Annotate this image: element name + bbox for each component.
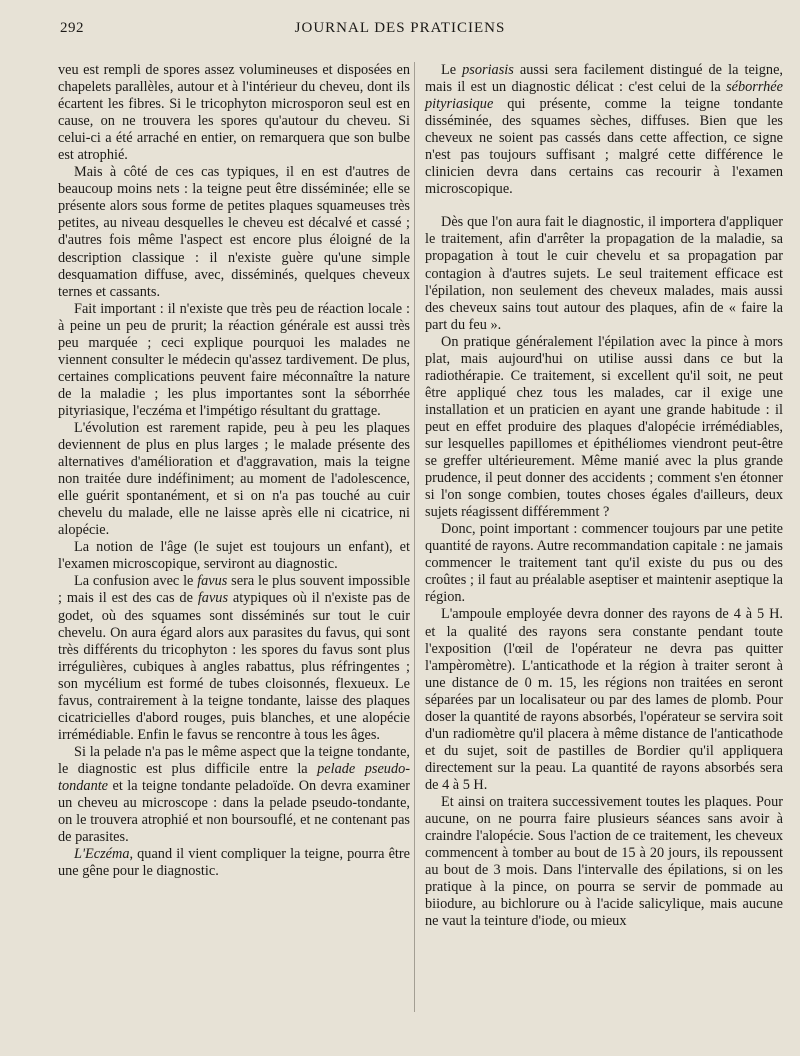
right-paragraph-4: Donc, point important : commencer toujours par une petite quantité de rayons. Autre recommandation capitale : ne jamais commencer le traitement tant qu'il existe du pus ou des croûtes ; il faut au préalable aseptiser et maintenir aseptique la région. bbox=[425, 521, 783, 606]
text-run: aussi sera facilement distingué de la teigne, mais il est un diagnostic délicat : c'est celui de la bbox=[425, 62, 783, 96]
right-paragraph-1 bbox=[425, 62, 783, 198]
text-run: qui présente, comme la teigne tondante disséminée, des squames sèches, diffuses. Bien que les cheveux ne soient pas cassés dans cette affection, ce signe n'est pas toujours suffisant ; malgré cette différence le clinicien devra dans certains cas recourir à l'examen microscopique. bbox=[425, 96, 783, 198]
running-head: JOURNAL DES PRATICIENS bbox=[294, 20, 506, 36]
text-run: et la teigne tondante peladoïde. On devra examiner un cheveu au microscope : dans la pelade pseudo-tondante, on le trouvera atrophié et non boursouflé, et ne contenant pas de parasites. bbox=[58, 777, 410, 846]
italic-term: psoriasis bbox=[462, 62, 514, 78]
left-paragraph-8 bbox=[58, 846, 410, 880]
text-run: atypiques où il n'existe pas de godet, où des squames sont disséminés sur tout le cuir chevelu. On aura égard alors aux parasites du favus, qui sont très différents du tricophyton : les spores du favus sont plus irrégulières, cubiques à angles rabattus, plus réfringentes ; son mycélium est formé de tubes cloisonnés, flexueux. Le favus, contrairement à la teigne tondante, laisse des plaques cicatricielles d'abord rouges, puis blanches, et une alopécie irrémédiable. Enfin le favus se rencontre à tous les âges. bbox=[58, 590, 410, 743]
italic-term: favus bbox=[197, 590, 229, 607]
italic-term: pelade pseudo-tondante bbox=[58, 760, 411, 794]
left-paragraph-5: La notion de l'âge (le sujet est toujours un enfant), et l'examen microscopique, serviront au diagnostic. bbox=[58, 539, 410, 573]
right-paragraph-2: Dès que l'on aura fait le diagnostic, il importera d'appliquer le traitement, afin d'arrêter la propagation de la maladie, sa propagation à tout le cuir chevelu et sa propagation par contagion à d'autres sujets. Le seul traitement efficace est l'épilation, non seulement des cheveux malades, mais aussi des cheveux sains tout autour des plaques, afin de « faire la part du feu ». bbox=[425, 214, 783, 333]
column-divider bbox=[414, 62, 415, 1012]
text-run: sera le plus souvent impossible ; mais il est des cas de bbox=[58, 573, 410, 607]
left-paragraph-7 bbox=[58, 744, 410, 846]
page-number: 292 bbox=[60, 20, 84, 36]
page-header bbox=[0, 20, 800, 44]
left-paragraph-2: Mais à côté de ces cas typiques, il en est d'autres de beaucoup moins nets : la teigne peut être disséminée; elle se présente alors sous forme de petites plaques squameuses très petites, au niveau desquelles le cheveu est décalvé et cassé ; d'autres fois même l'aspect est encore plus éloigné de la description classique : il n'existe guère qu'une simple desquamation diffuse, avec, disséminés, quelques cheveux ternes et cassants. bbox=[58, 164, 410, 300]
right-paragraph-3: On pratique généralement l'épilation avec la pince à mors plat, mais aujourd'hui on utilise aussi dans ce but la radiothérapie. Ce traitement, si excellent qu'il soit, ne peut être appliqué chez tous les malades, car il exige une installation et un praticien en ayant une grande habitude : il peut en effet produire des plaques d'alopécie irrémédiables, sur lesquelles papillomes et épithéliomes viendront peut-être se greffer ultérieurement. Même manié avec la plus grande prudence, il peut donner des accidents ; comment s'en étonner si l'on songe combien, toutes choses égales d'ailleurs, deux sujets réagissent différemment ? bbox=[425, 333, 783, 521]
left-paragraph-6 bbox=[58, 573, 410, 743]
left-paragraph-1: veu est rempli de spores assez volumineuses et disposées en chapelets parallèles, autour et à l'intérieur du cheveu, dont ils écartent les fibres. Si le tricophyton microsporon seul est en cause, on ne trouvera les spores qu'autour du cheveu. Si celui-ci a été arraché en entier, on remarquera que son bulbe est atrophié. bbox=[58, 62, 410, 164]
italic-term: favus bbox=[197, 573, 228, 590]
left-paragraph-4: L'évolution est rarement rapide, peu à peu les plaques deviennent de plus en plus larges ; le malade présente des alternatives d'amélioration et d'aggravation, mais la teigne non traitée dure indéfiniment; au moment de l'adolescence, elle guérit spontanément, et si on n'a pas touché au cuir chevelu du malade, elle ne laisse après elle ni cicatrice, ni alopécie. bbox=[58, 419, 410, 539]
left-column bbox=[58, 62, 410, 880]
right-paragraph-6: Et ainsi on traitera successivement toutes les plaques. Pour aucune, on ne pourra faire plusieurs séances sans avoir à craindre l'alopécie. Sous l'action de ce traitement, les cheveux commencent à tomber au bout de 15 à 20 jours, ils repoussent au bout de 3 mois. Dans l'intervalle des épilations, si on les pratique à la pince, on pourra se servir de pommade au biiodure, au bichlorure ou à l'acide salicylique, mais aucune ne vaut la teinture d'iode, ou mieux bbox=[425, 793, 783, 930]
left-paragraph-3: Fait important : il n'existe que très peu de réaction locale : à peine un peu de prurit; la réaction générale est aussi très peu marquée ; ceci explique pourquoi les malades ne viennent consulter le médecin qu'assez tardivement. De plus, certaines complications peuvent faire méconnaître la nature de la maladie ; les plus importantes sont la séborrhée pityriasique, l'eczéma et l'impétigo résultant du grattage. bbox=[58, 300, 410, 419]
text-run: Le bbox=[441, 62, 463, 78]
right-column bbox=[425, 62, 783, 930]
text-run: , quand il vient compliquer la teigne, pourra être une gêne pour le diagnostic. bbox=[58, 846, 410, 880]
italic-term: L'Eczéma bbox=[74, 846, 130, 863]
text-run: La confusion avec le bbox=[74, 573, 198, 590]
text-run: Si la pelade n'a pas le même aspect que la teigne tondante, le diagnostic est plus difficile entre la bbox=[58, 743, 410, 777]
italic-term: séborrhée pityriasique bbox=[425, 79, 783, 113]
right-paragraph-5: L'ampoule employée devra donner des rayons de 4 à 5 H. et la qualité des rayons sera constante pendant toute l'exposition (l'œil de l'opérateur ne devra pas quitter l'ampèromètre). L'anticathode et la région à traiter seront à une distance de 0 m. 15, les régions non traitées en seront séparées par un localisateur ou par des lames de plomb. Pour doser la quantité de rayons absorbés, l'opérateur se servira soit d'un radiomètre qu'il placera à même distance de l'anticathode et du sujet, soit de pastilles de Bordier qu'il appliquera directement sur la peau. La quantité de rayons absorbés sera de 4 à 5 H. bbox=[425, 606, 783, 793]
